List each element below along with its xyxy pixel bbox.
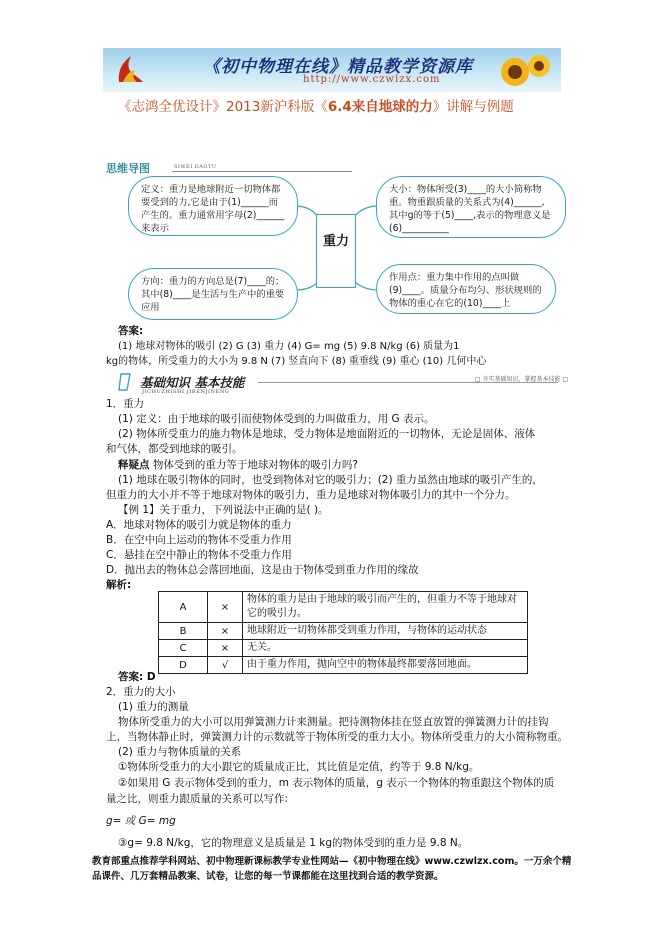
site-url[interactable]: http://www.czwlzx.com	[303, 74, 441, 85]
answer-label: 答案: D	[118, 671, 156, 683]
answer-line-2: kg的物体，所受重力的大小为 9.8 N (7) 竖直向下 (8) 重垂线 (9) 重心 (10) 几何中心	[106, 356, 487, 367]
section-header	[118, 372, 568, 395]
paragraph: 上，当物体静止时，弹簧测力计的示数就等于物体所受的重力大小。物体所受重力的大小简称物重。	[106, 731, 568, 743]
table-row	[159, 592, 528, 623]
table-cell: C	[159, 640, 208, 657]
analysis-label: 解析:	[106, 579, 132, 591]
table-cell: 无关。	[243, 640, 528, 657]
clarification-question: 释疑点 物体受到的重力等于地球对物体的吸引力吗?	[118, 459, 358, 471]
mind-map-node-definition: 定义：重力是地球附近一切物体都要受到的力,它是由于(1)______而产生的。重力通常用字母(2)______来表示	[128, 176, 298, 236]
section-pinyin: JICHUZHISHI JIBENJINENG	[142, 389, 230, 395]
table-cell: 地球附近一切物体都受到重力作用，与物体的运动状态	[243, 623, 528, 640]
table-cell: A	[159, 592, 208, 623]
option-d: D．抛出去的物体总会落回地面，这是由于物体受到重力作用的缘故	[106, 564, 419, 576]
paragraph: (2) 重力与物体质量的关系	[118, 746, 242, 758]
section-title: 基础知识 基本技能	[140, 375, 245, 390]
mind-map-connectors	[0, 0, 661, 340]
table-row	[159, 623, 528, 640]
paragraph: (1) 重力的测量	[118, 701, 189, 713]
option-c: C．悬挂在空中静止的物体不受重力作用	[106, 549, 292, 561]
table-row	[159, 657, 528, 674]
paragraph: (1) 地球在吸引物体的同时，也受到物体对它的吸引力；(2) 重力虽然由地球的吸引产生的，	[118, 474, 543, 486]
answer-label: 答案:	[118, 325, 144, 337]
mind-map-tag: 思维导图	[106, 162, 150, 175]
mind-map-pinyin: SIWEI DAOTU	[174, 164, 217, 170]
paragraph: (1) 定义：由于地球的吸引而使物体受到的力叫做重力，用 G 表示。	[118, 413, 435, 425]
formula: g= 或 G= mg	[106, 815, 176, 827]
heading-magnitude: 2．重力的大小	[106, 686, 176, 698]
paragraph: ①物体所受重力的大小跟它的质量成正比，其比值是定值，约等于 9.8 N/kg。	[118, 761, 480, 773]
page-footer: 教育部重点推荐学科网站、初中物理新课标教学专业性网站—《初中物理在线》www.czwlzx.com。一万余个精品课件、几万套精品教案、试卷，让您的每一节课都能在这里找到合适的教学资源。	[92, 856, 572, 882]
paragraph: 但重力的大小并不等于地球对物体的吸引力，重力是地球对物体吸引力的其中一个分力。	[106, 489, 516, 501]
table-cell: ×	[208, 623, 243, 640]
table-cell: ×	[208, 592, 243, 623]
example-question: 【例 1】关于重力，下列说法中正确的是( )。	[118, 504, 329, 516]
mind-map-center-node: 重力	[316, 214, 356, 288]
option-b: B．在空中向上运动的物体不受重力作用	[106, 534, 292, 546]
table-cell: B	[159, 623, 208, 640]
table-row	[159, 640, 528, 657]
document-title: 《志鸿全优设计》2013新沪科版《6.4来自地球的力》讲解与例题	[118, 99, 514, 115]
paragraph: 物体所受重力的大小可以用弹簧测力计来测量。把待测物体挂在竖直放置的弹簧测力计的挂钩	[118, 716, 549, 728]
mind-map-node-direction: 方向：重力的方向总是(7)____的；其中(8)____是生活与生产中的重要应用	[128, 268, 298, 320]
section-note: □ 夯实基础知识，掌握基本技能 □	[474, 376, 568, 383]
table-cell: D	[159, 657, 208, 674]
heading-gravity: 1．重力	[106, 398, 145, 410]
mind-map-node-magnitude: 大小：物体所受(3)____的大小简称物重。物重跟质量的关系式为(4)______,其中g的等于(5)____,表示的物理意义是(6)__________	[376, 176, 566, 238]
paragraph: ③g= 9.8 N/kg，它的物理意义是质量是 1 kg的物体受到的重力是 9.8 N。	[118, 837, 469, 849]
paragraph: (2) 物体所受重力的施力物体是地球，受力物体是地面附近的一切物体，无论是固体、液体	[118, 428, 536, 440]
table-cell: ×	[208, 640, 243, 657]
paragraph: 和气体，都受到地球的吸引。	[106, 443, 243, 455]
answer-line-1: (1) 地球对物体的吸引 (2) G (3) 重力 (4) G= mg (5) 9.8 N/kg (6) 质量为1	[118, 341, 460, 352]
analysis-table	[158, 591, 528, 674]
paragraph: 量之比，则重力跟质量的关系可以写作:	[106, 793, 289, 805]
paragraph: ②如果用 G 表示物体受到的重力，m 表示物体的质量，g 表示一个物体的物重跟这个物体的质	[118, 777, 555, 789]
table-cell: 由于重力作用，抛向空中的物体最终都要落回地面。	[243, 657, 528, 674]
mind-map-node-point: 作用点：重力集中作用的点叫做(9)____。质量分布均匀、形状规则的物体的重心在它的(10)____上	[376, 264, 556, 314]
table-cell: √	[208, 657, 243, 674]
site-title: 《初中物理在线》精品教学资源库	[203, 57, 473, 77]
table-cell: 物体的重力是由于地球的吸引而产生的，但重力不等于地球对它的吸引力。	[243, 592, 528, 623]
option-a: A．地球对物体的吸引力就是物体的重力	[106, 519, 292, 531]
section-icon	[118, 372, 134, 392]
